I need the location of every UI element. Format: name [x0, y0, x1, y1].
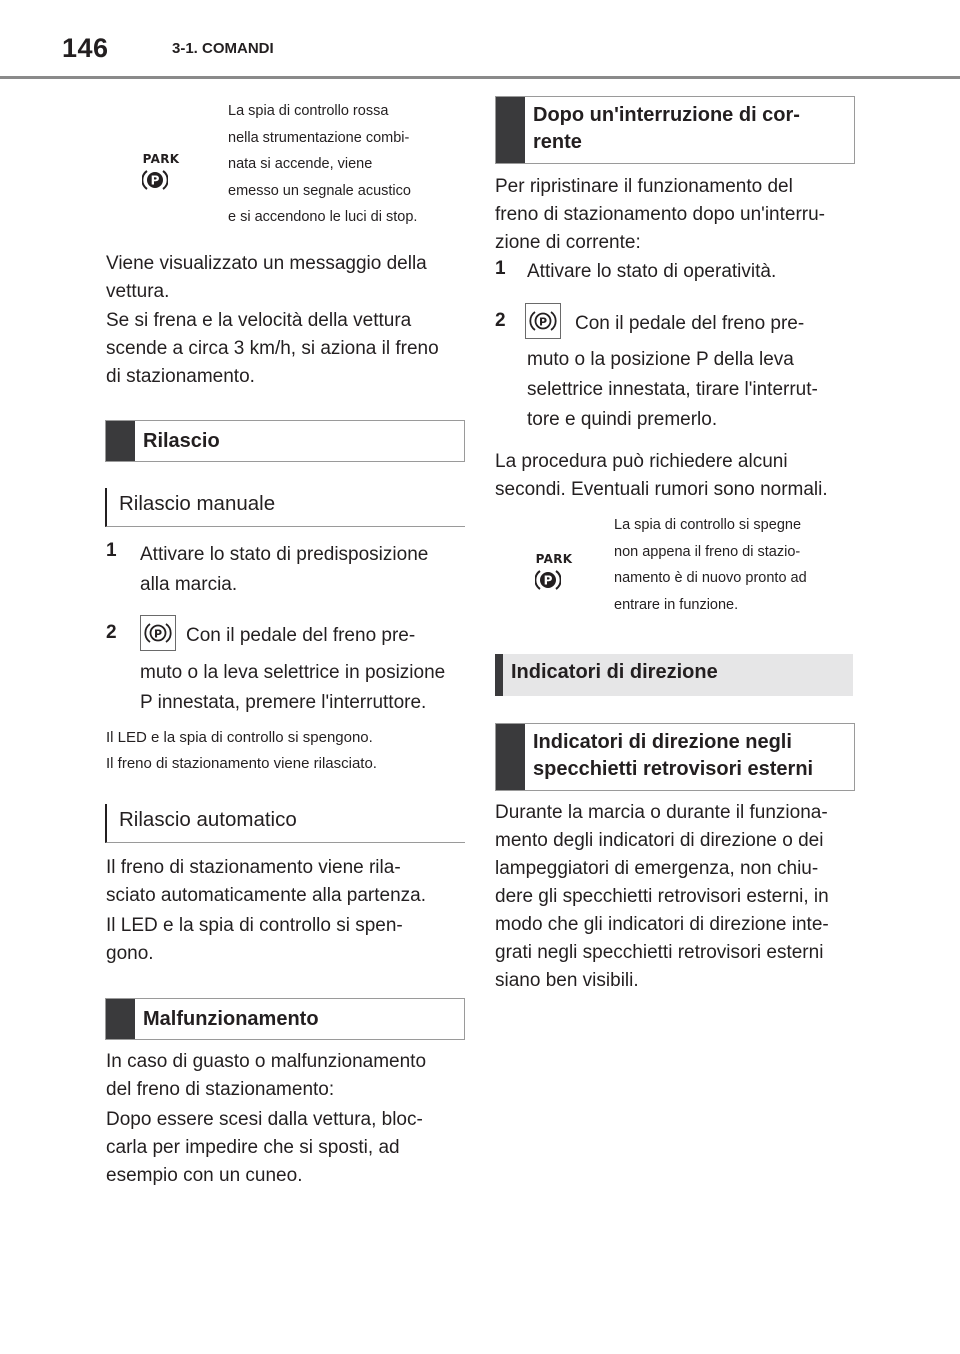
section-heading-malfunzionamento: Malfunzionamento [105, 998, 465, 1040]
paragraph: In caso di guasto o malfunzionamento del freno di stazionamento: [106, 1051, 427, 1100]
step-text-first: Con il pedale del freno pre- [575, 313, 805, 334]
paragraph: Per ripristinare il funzionamento del freno di stazionamento dopo un'interru- zione di corrente: [495, 176, 825, 253]
paragraph: Durante la marcia o durante il funziona- mento degli indicatori di direzione o dei lampeggiatori di emergenza, non chiu- dere gli specchietti retrovisori esterni, in modo che gli indicatori di direzione inte- grati negli specchietti retrovisori esterni siano ben visibili. [495, 802, 829, 991]
park-brake-warning-icon: PARK P [535, 552, 573, 588]
section-heading-specchietti: Indicatori di direzione negli specchietti retrovisori esterni [495, 723, 855, 791]
paragraph: Dopo essere scesi dalla vettura, bloc- carla per impedire che si sposti, ad esempio con un cuneo. [106, 1109, 423, 1186]
park-note-left: La spia di controllo rossa nella strumentazione combi- nata si accende, viene emesso un segnale acustico e si accendono le luci di stop. [228, 103, 418, 225]
park-note-right: La spia di controllo si spegne non appena il freno di stazio- namento è di nuovo pronto ad entrare in funzione. [614, 517, 807, 613]
note-line: Il LED e la spia di controllo si spengono. [106, 729, 373, 746]
paragraph: Il LED e la spia di controllo si spen- gono. [106, 915, 403, 964]
step-text-first: Con il pedale del freno pre- [186, 625, 416, 646]
step-number: 2 [495, 310, 506, 331]
heading-bar [106, 421, 135, 461]
step-number: 1 [106, 540, 117, 561]
section-heading-indicatori: Indicatori di direzione [495, 654, 853, 699]
step-text: Attivare lo stato di operatività. [527, 261, 777, 282]
chapter-title: 3-1. COMANDI [172, 40, 274, 57]
note-line: Il freno di stazionamento viene rilasciato. [106, 755, 377, 772]
heading-bar [495, 654, 503, 696]
subsection-heading-automatico: Rilascio automatico [105, 804, 465, 843]
paragraph: Il freno di stazionamento viene rila- sciato automaticamente alla partenza. [106, 857, 427, 906]
heading-bar [496, 97, 525, 163]
heading-bar [106, 999, 135, 1039]
paragraph: La procedura può richiedere alcuni secondi. Eventuali rumori sono normali. [495, 451, 828, 500]
page-number: 146 [62, 33, 109, 63]
subsection-heading-manuale: Rilascio manuale [105, 488, 465, 527]
header-rule [0, 76, 960, 79]
svg-text:P: P [153, 627, 163, 641]
svg-text:P: P [150, 173, 160, 188]
heading-bar [496, 724, 525, 790]
park-brake-warning-icon: PARK P [142, 152, 180, 188]
step-text: Attivare lo stato di predisposizione alla marcia. [140, 544, 429, 595]
step-number: 2 [106, 622, 117, 643]
step-text: muto o la posizione P della leva selettrice innestata, tirare l'interrut- tore e quindi premerlo. [527, 349, 818, 430]
section-heading-dopo-interruzione: Dopo un'interruzione di cor- rente [495, 96, 855, 164]
svg-text:P: P [538, 315, 548, 329]
parking-brake-switch-icon [140, 615, 176, 651]
paragraph: Se si frena e la velocità della vettura scende a circa 3 km/h, si aziona il freno di stazionamento. [106, 310, 439, 387]
step-number: 1 [495, 258, 506, 279]
section-heading-rilascio: Rilascio [105, 420, 465, 462]
step-text: muto o la leva selettrice in posizione P innestata, premere l'interruttore. [140, 662, 446, 713]
parking-brake-switch-icon [525, 303, 561, 339]
svg-text:P: P [543, 573, 553, 588]
paragraph: Viene visualizzato un messaggio della vettura. [106, 253, 427, 302]
